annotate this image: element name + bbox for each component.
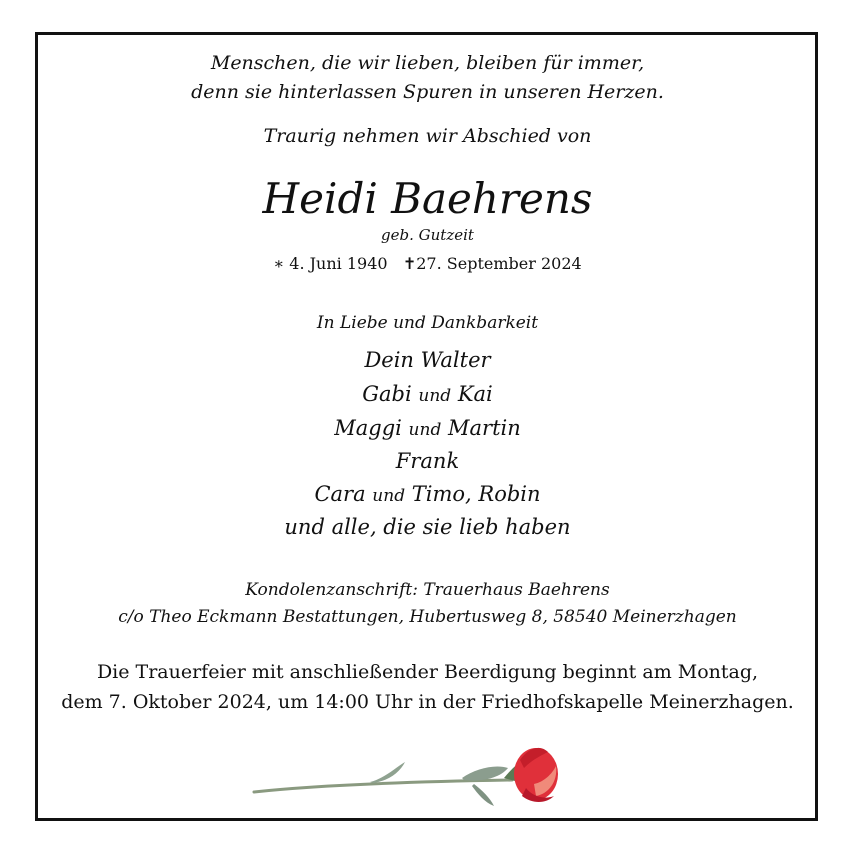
family-name: Martin xyxy=(448,416,521,440)
death-cross-icon: ✝ xyxy=(402,254,417,273)
conjunction: und xyxy=(372,486,406,506)
family-row-6: und alle, die sie lieb haben xyxy=(284,515,571,539)
conjunction: und xyxy=(408,420,442,440)
birth-name: geb. Gutzeit xyxy=(381,226,474,244)
family-name: Kai xyxy=(457,382,493,406)
family-row-4: Frank xyxy=(395,449,460,473)
family-name: Timo, Robin xyxy=(411,482,541,506)
rose-icon xyxy=(250,738,562,810)
family-row-3 xyxy=(0,416,855,440)
quote-line-2: denn sie hinterlassen Spuren in unseren Herzen. xyxy=(191,81,664,103)
family-row-1: Dein Walter xyxy=(364,348,491,372)
family-name: Cara xyxy=(314,482,366,506)
family-row-2 xyxy=(0,382,855,406)
family-name: Gabi xyxy=(362,382,412,406)
birth-date: 4. Juni 1940 xyxy=(289,254,388,273)
death-date: 27. September 2024 xyxy=(416,254,582,273)
conjunction: und xyxy=(418,386,452,406)
funeral-line-2: dem 7. Oktober 2024, um 14:00 Uhr in der Friedhofskapelle Meinerzhagen. xyxy=(61,691,794,713)
deceased-name: Heidi Baehrens xyxy=(262,174,593,223)
life-dates xyxy=(0,254,855,273)
quote-line-1: Menschen, die wir lieben, bleiben für immer, xyxy=(210,52,645,74)
family-name: Maggi xyxy=(334,416,402,440)
funeral-line-1: Die Trauerfeier mit anschließender Beerdigung beginnt am Montag, xyxy=(96,661,759,683)
family-row-5 xyxy=(0,482,855,506)
address-line-1: Kondolenzanschrift: Trauerhaus Baehrens xyxy=(245,580,610,600)
address-line-2: c/o Theo Eckmann Bestattungen, Hubertusweg 8, 58540 Meinerzhagen xyxy=(118,607,737,627)
gratitude-text: In Liebe und Dankbarkeit xyxy=(316,313,539,333)
birth-star-icon: ∗ xyxy=(273,254,285,273)
intro-text: Traurig nehmen wir Abschied von xyxy=(263,125,592,147)
